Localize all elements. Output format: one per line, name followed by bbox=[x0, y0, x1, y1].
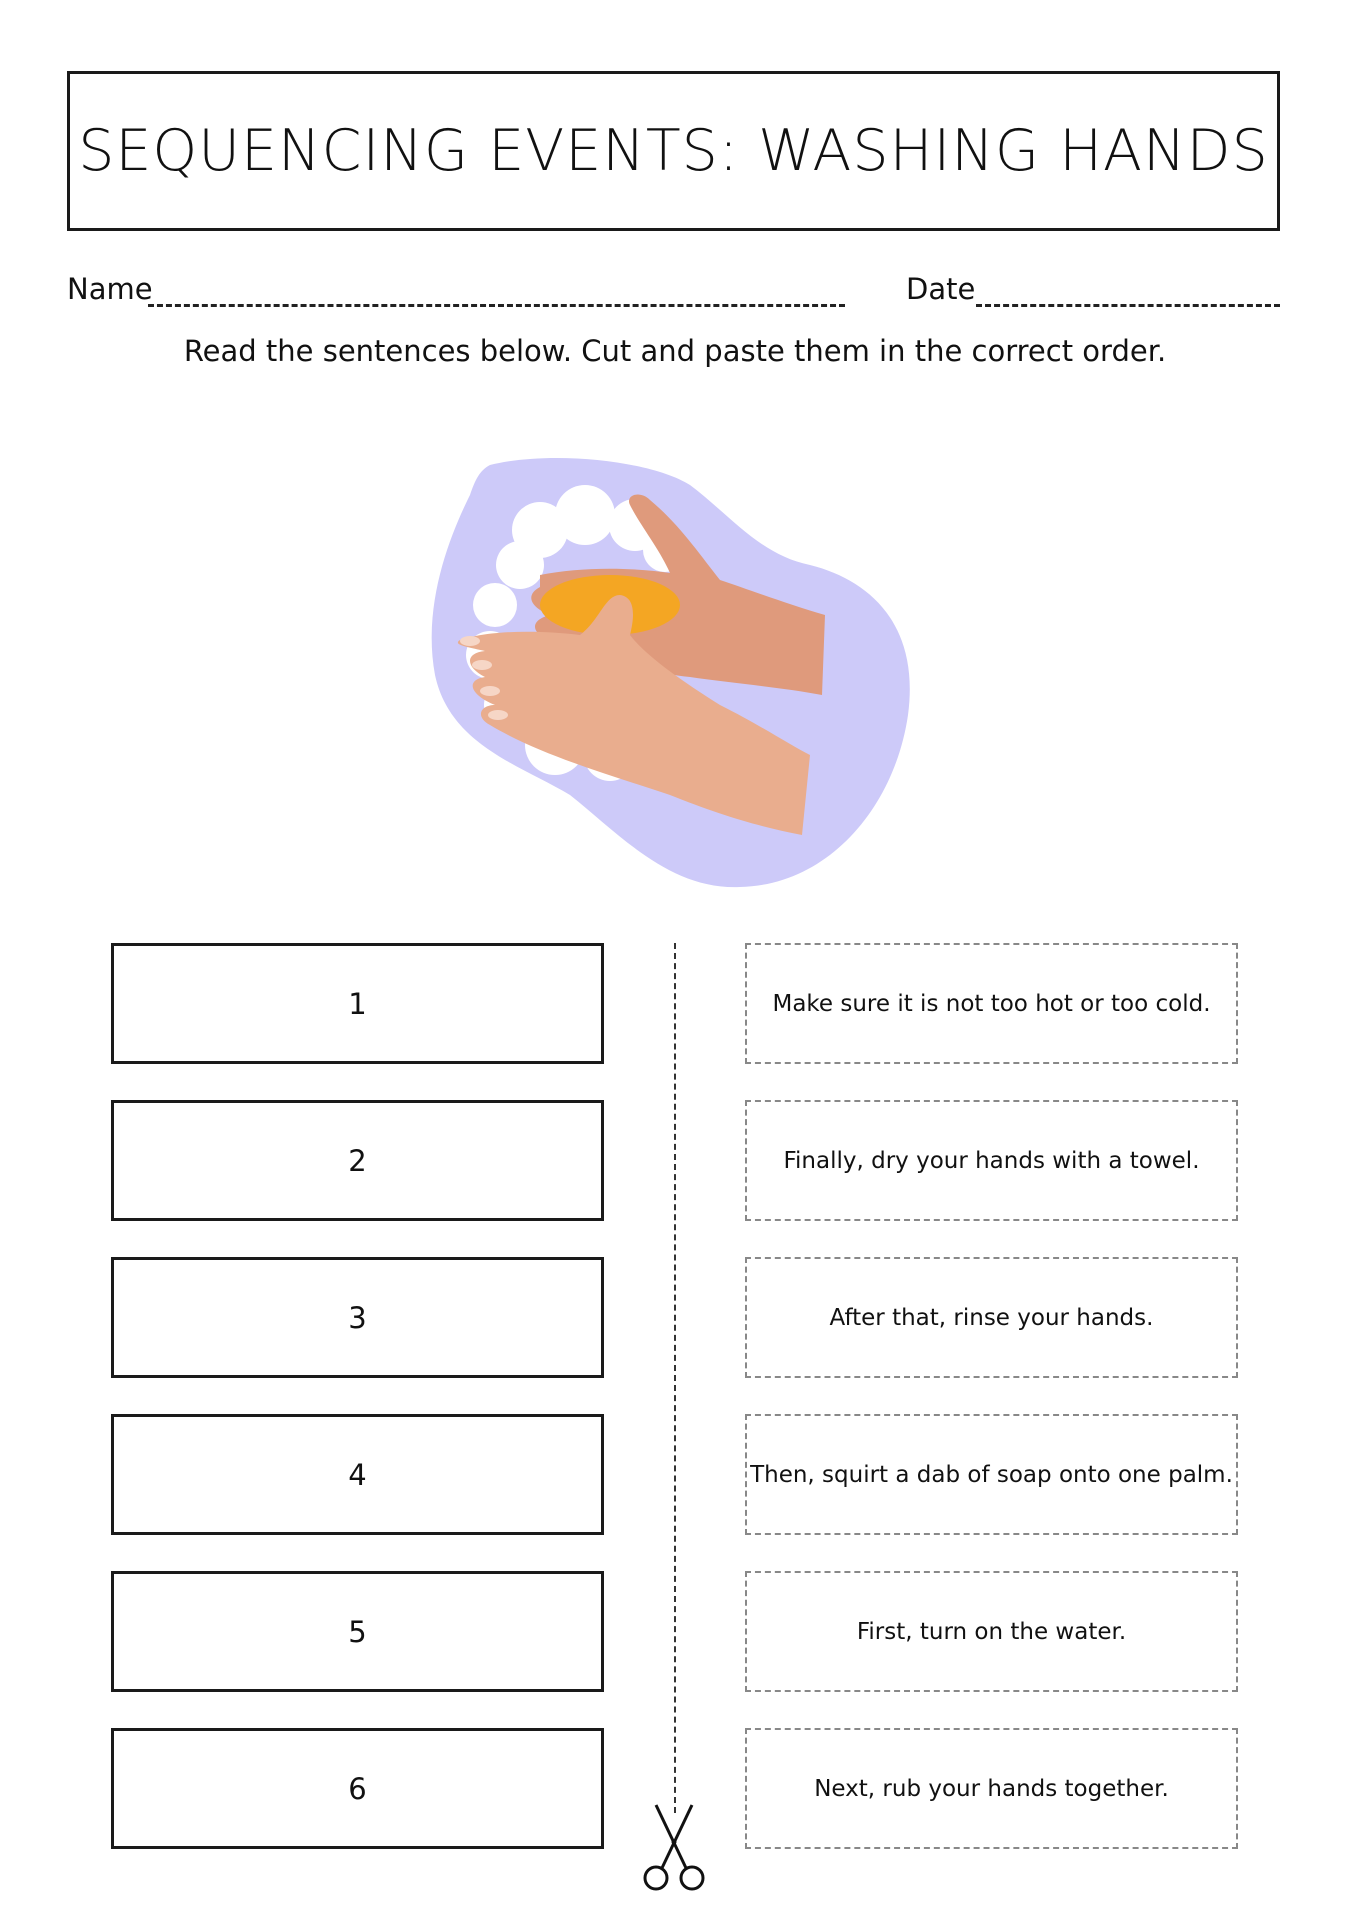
answer-box-number: 4 bbox=[348, 1457, 367, 1492]
answer-box-4[interactable] bbox=[111, 1414, 604, 1535]
answer-box-number: 3 bbox=[348, 1300, 367, 1335]
page-title: SEQUENCING EVENTS: WASHING HANDS bbox=[78, 118, 1269, 184]
hands-washing-illustration bbox=[430, 455, 920, 890]
title-box bbox=[67, 71, 1280, 231]
answer-box-number: 2 bbox=[348, 1143, 367, 1178]
answer-box-number: 5 bbox=[348, 1614, 367, 1649]
answer-box-3[interactable] bbox=[111, 1257, 604, 1378]
sentence-card[interactable]: Next, rub your hands together. bbox=[745, 1728, 1238, 1849]
name-field[interactable] bbox=[148, 304, 845, 307]
sentence-card[interactable]: Then, squirt a dab of soap onto one palm. bbox=[745, 1414, 1238, 1535]
answer-box-2[interactable] bbox=[111, 1100, 604, 1221]
sentence-card[interactable]: Finally, dry your hands with a towel. bbox=[745, 1100, 1238, 1221]
answer-box-number: 1 bbox=[348, 986, 367, 1021]
answer-box-1[interactable] bbox=[111, 943, 604, 1064]
answer-box-number: 6 bbox=[348, 1771, 367, 1806]
name-label: Name bbox=[67, 272, 153, 306]
sentence-card[interactable]: First, turn on the water. bbox=[745, 1571, 1238, 1692]
cut-line bbox=[674, 943, 676, 1813]
sentence-card[interactable]: Make sure it is not too hot or too cold. bbox=[745, 943, 1238, 1064]
sentence-card[interactable]: After that, rinse your hands. bbox=[745, 1257, 1238, 1378]
scissors-icon bbox=[634, 1800, 714, 1895]
answer-box-6[interactable] bbox=[111, 1728, 604, 1849]
date-field[interactable] bbox=[976, 304, 1280, 307]
answer-box-5[interactable] bbox=[111, 1571, 604, 1692]
instructions: Read the sentences below. Cut and paste them in the correct order. bbox=[183, 334, 1167, 368]
date-label: Date bbox=[906, 272, 976, 306]
